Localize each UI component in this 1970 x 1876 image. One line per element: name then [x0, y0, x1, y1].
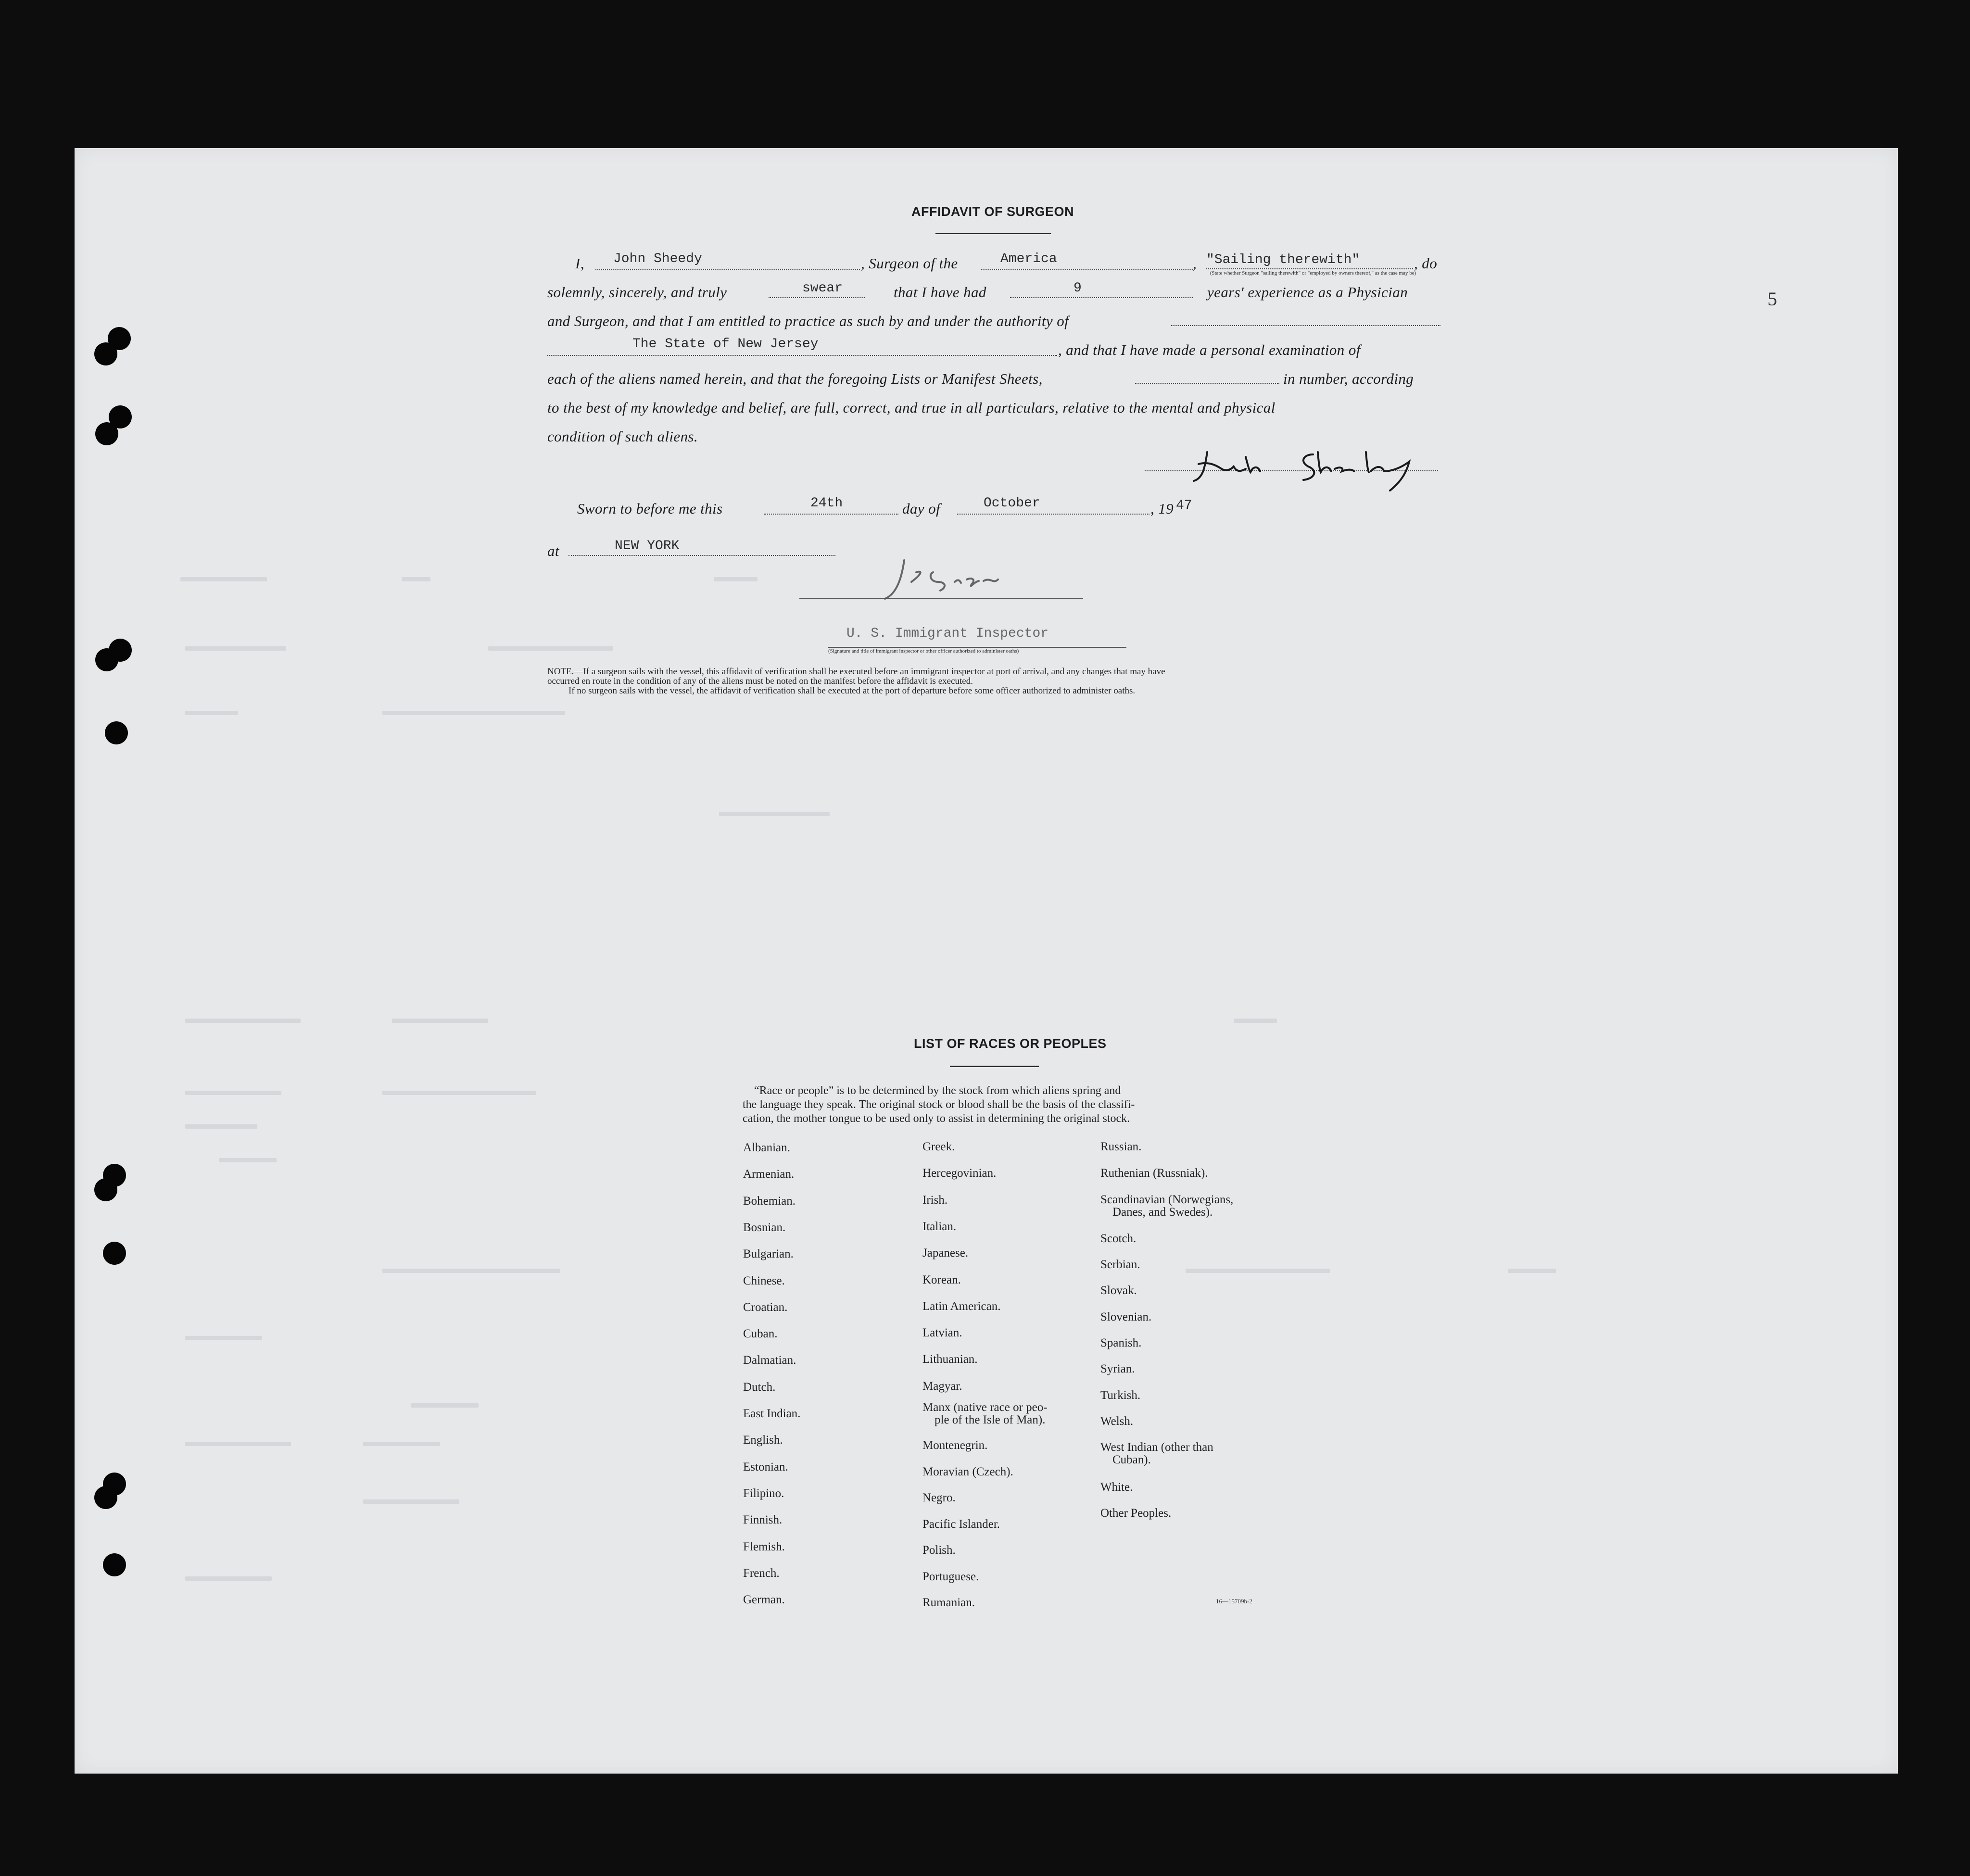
race-item: Welsh.: [1100, 1415, 1134, 1428]
race-item: Korean.: [922, 1273, 961, 1286]
years-field: 9: [1073, 281, 1082, 296]
race-item: Scandinavian (Norwegians, Danes, and Swedes).: [1100, 1193, 1234, 1219]
line2-c: years' experience as a Physician: [1207, 284, 1408, 301]
at-place-field: NEW YORK: [615, 539, 680, 554]
sworn-month-field: October: [984, 496, 1040, 511]
punch-hole: [95, 422, 118, 445]
punch-hole: [103, 1242, 126, 1265]
race-item: West Indian (other than Cuban).: [1100, 1441, 1213, 1466]
race-item: White.: [1100, 1481, 1133, 1494]
race-item: English.: [743, 1434, 783, 1447]
line2-b: that I have had: [894, 284, 986, 301]
race-item: Rumanian.: [922, 1596, 975, 1609]
races-title: LIST OF RACES OR PEOPLES: [914, 1036, 1107, 1051]
affidavit-title: AFFIDAVIT OF SURGEON: [911, 204, 1074, 219]
at-label: at: [547, 542, 559, 559]
sworn-a: Sworn to before me this: [577, 500, 723, 517]
line2-a: solemnly, sincerely, and truly: [547, 284, 727, 301]
races-intro-2: the language they speak. The original stock or blood shall be the basis of the classifi-: [743, 1098, 1135, 1111]
surgeon-name-field: John Sheedy: [613, 252, 702, 266]
line5-a: each of the aliens named herein, and that the foregoing Lists or Manifest Sheets,: [547, 370, 1043, 387]
punch-hole: [94, 1178, 117, 1201]
race-item: Slovenian.: [1100, 1310, 1152, 1323]
line7: condition of such aliens.: [547, 428, 698, 445]
line6: to the best of my knowledge and belief, are full, correct, and true in all particulars, relative to the mental and physical: [547, 399, 1275, 416]
title-rule: [935, 233, 1051, 234]
race-item: Negro.: [922, 1491, 956, 1504]
race-item: Cuban.: [743, 1327, 778, 1340]
note-line-3: If no surgeon sails with the vessel, the affidavit of verification shall be executed at the port of departure before some officer authorized to administer oaths.: [568, 686, 1136, 696]
oath-field: swear: [802, 281, 843, 296]
race-item: Syrian.: [1100, 1362, 1135, 1375]
race-item: Scotch.: [1100, 1232, 1137, 1245]
form-number: 16—15709b-2: [1216, 1598, 1252, 1605]
line1-i: I,: [575, 255, 584, 272]
surgeon-status-field: "Sailing therewith": [1206, 252, 1360, 267]
race-item: Latin American.: [922, 1300, 1001, 1313]
race-item: Serbian.: [1100, 1258, 1140, 1271]
races-intro-1: “Race or people” is to be determined by the stock from which aliens spring and: [754, 1084, 1121, 1097]
authority-field: The State of New Jersey: [632, 337, 819, 352]
race-item: Estonian.: [743, 1461, 788, 1473]
punch-hole: [94, 1486, 117, 1509]
vessel-field: America: [1000, 252, 1057, 266]
race-item: East Indian.: [743, 1407, 801, 1420]
race-item: French.: [743, 1567, 780, 1580]
race-item: Magyar.: [922, 1380, 962, 1393]
race-item: Albanian.: [743, 1141, 790, 1154]
race-item: Ruthenian (Russniak).: [1100, 1167, 1208, 1180]
race-item: Bulgarian.: [743, 1247, 794, 1260]
note-line-1: NOTE.—If a surgeon sails with the vessel, this affidavit of verification shall be executed before an immigrant inspector at port of arrival, and any changes that may have: [547, 667, 1165, 677]
race-item: Armenian.: [743, 1168, 795, 1181]
race-item: Spanish.: [1100, 1336, 1142, 1349]
race-item: Turkish.: [1100, 1389, 1141, 1402]
inspector-rule-2: [828, 647, 1126, 648]
punch-hole: [105, 721, 128, 744]
punch-hole: [103, 1553, 126, 1576]
races-intro-3: cation, the mother tongue to be used only to assist in determining the original stock.: [743, 1112, 1130, 1125]
race-item: Other Peoples.: [1100, 1507, 1172, 1520]
line1-do: , do: [1414, 255, 1438, 272]
inspector-rule-1: [799, 598, 1083, 599]
sworn-year-field: 47: [1176, 498, 1192, 513]
race-item: Dalmatian.: [743, 1354, 796, 1367]
race-item: Hercegovinian.: [922, 1167, 997, 1180]
race-item: Italian.: [922, 1220, 957, 1233]
race-item: Pacific Islander.: [922, 1518, 1000, 1531]
line5-b: in number, according: [1283, 370, 1414, 387]
races-title-rule: [950, 1066, 1039, 1067]
line4-b: , and that I have made a personal examination of: [1058, 341, 1361, 358]
race-item: Latvian.: [922, 1326, 962, 1339]
race-item: Bohemian.: [743, 1195, 796, 1208]
inspector-title: U. S. Immigrant Inspector: [846, 626, 1049, 641]
race-item: Filipino.: [743, 1487, 784, 1500]
race-item: Finnish.: [743, 1513, 783, 1526]
race-item: Japanese.: [922, 1246, 969, 1259]
race-item: Montenegrin.: [922, 1439, 988, 1452]
race-item: Slovak.: [1100, 1284, 1137, 1297]
race-item: Moravian (Czech).: [922, 1465, 1013, 1478]
inspector-caption: (Signature and title of immigrant inspector or other officer authorized to administer oaths): [828, 648, 1019, 654]
punch-hole: [94, 342, 117, 365]
race-item: Flemish.: [743, 1540, 785, 1553]
sworn-c: , 19: [1150, 500, 1174, 517]
race-item: Manx (native race or peo- ple of the Isle of Man).: [922, 1401, 1048, 1426]
line3: and Surgeon, and that I am entitled to practice as such by and under the authority of: [547, 313, 1069, 329]
line1-comma: ,: [1193, 255, 1197, 272]
line1-surgeon-of: , Surgeon of the: [861, 255, 958, 272]
race-item: Irish.: [922, 1194, 948, 1207]
race-item: Croatian.: [743, 1301, 788, 1314]
punch-hole: [95, 648, 118, 671]
race-item: Polish.: [922, 1544, 956, 1557]
race-item: Russian.: [1100, 1140, 1142, 1153]
race-item: Bosnian.: [743, 1221, 786, 1234]
surgeon-signature: [1188, 442, 1438, 495]
race-item: Chinese.: [743, 1274, 785, 1287]
page-number: 5: [1768, 288, 1777, 310]
race-item: Portuguese.: [922, 1570, 979, 1583]
note-line-2: occurred en route in the condition of any of the aliens must be noted on the manifest before the affidavit is executed.: [547, 676, 973, 686]
sworn-day-field: 24th: [810, 496, 843, 511]
race-item: Dutch.: [743, 1381, 776, 1394]
race-item: German.: [743, 1593, 785, 1606]
sworn-b: day of: [902, 500, 941, 517]
race-item: Lithuanian.: [922, 1353, 978, 1366]
status-instruction: (State whether Surgeon "sailing therewith" or "employed by owners thereof," as the case may be): [1210, 270, 1416, 276]
race-item: Greek.: [922, 1140, 955, 1153]
